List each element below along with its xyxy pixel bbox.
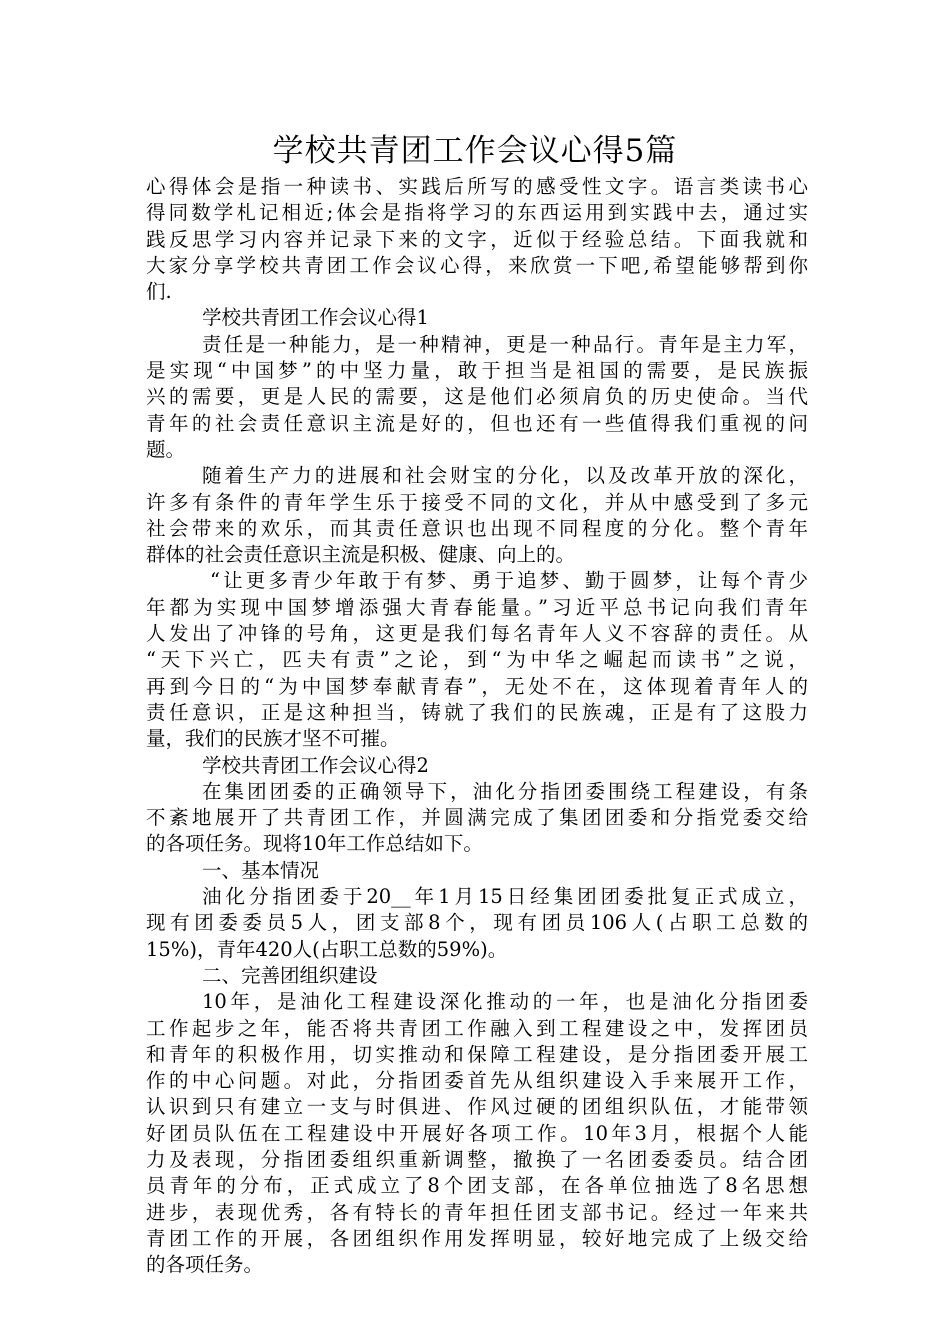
text-line: 现有团委委员5人，团支部8个，现有团员106人(占职工总数的 — [146, 911, 808, 935]
text-line: “让更多青少年敢于有梦、勇于追梦、勤于圆梦，让每个青少 — [210, 569, 808, 593]
text-line: 再到今日的“为中国梦奉献青春”，无处不在，这体现着青年人的 — [146, 674, 808, 698]
text-line: 心得体会是指一种读书、实践后所写的感受性文字。语言类读书心 — [146, 175, 808, 198]
text-line: 青年的社会责任意识主流是好的，但也还有一些值得我们重视的问 — [146, 411, 808, 435]
section-heading: 学校共青团工作会议心得1 — [202, 306, 429, 330]
text-line: 大家分享学校共青团工作会议心得，来欣赏一下吧,希望能够帮到你 — [146, 253, 808, 277]
text-line: 们. — [146, 280, 172, 304]
text-line: 作的中心问题。对此，分指团委首先从组织建设入手来展开工作， — [146, 1069, 808, 1093]
text-line: 年都为实现中国梦增添强大青春能量。”习近平总书记向我们青年 — [146, 595, 808, 619]
text-line: 青团工作的开展，各团组织作用发挥明显，较好地完成了上级交给 — [146, 1226, 808, 1250]
text-line: 群体的社会责任意识主流是积极、健康、向上的。 — [146, 543, 576, 567]
text-line: 随着生产力的进展和社会财宝的分化，以及改革开放的深化， — [202, 464, 808, 488]
text-line: 得同数学札记相近;体会是指将学习的东西运用到实践中去，通过实 — [146, 201, 808, 225]
text-line: 许多有条件的青年学生乐于接受不同的文化，并从中感受到了多元 — [146, 490, 808, 514]
text-line: 不紊地展开了共青团工作，并圆满完成了集团团委和分指党委交给 — [146, 806, 808, 830]
text-line: 责任是一种能力，是一种精神，更是一种品行。青年是主力军， — [202, 332, 808, 356]
text-line: 在集团团委的正确领导下，油化分指团委围绕工程建设，有条 — [202, 779, 808, 803]
text-line: 和青年的积极作用，切实推动和保障工程建设，是分指团委开展工 — [146, 1042, 808, 1066]
text-line: 好团员队伍在工程建设中开展好各项工作。10年3月，根据个人能 — [146, 1121, 808, 1145]
text-line: 油化分指团委于20__年1月15日经集团团委批复正式成立， — [202, 885, 808, 909]
text-line: 的各项任务。 — [146, 1253, 264, 1277]
section-heading: 二、完善团组织建设 — [202, 963, 378, 987]
text-line: 进步，表现优秀，各有特长的青年担任团支部书记。经过一年来共 — [146, 1200, 808, 1224]
document-title: 学校共青团工作会议心得5篇 — [272, 133, 678, 169]
text-line: “天下兴亡，匹夫有责”之论，到“为中华之崛起而读书”之说， — [146, 648, 808, 672]
text-line: 践反思学习内容并记录下来的文字，近似于经验总结。下面我就和 — [146, 227, 808, 251]
text-line: 力及表现，分指团委组织重新调整，撤换了一名团委委员。结合团 — [146, 1147, 808, 1171]
section-heading: 一、基本情况 — [202, 858, 320, 882]
text-line: 15%)，青年420人(占职工总数的59%)。 — [146, 937, 508, 961]
text-line: 兴的需要，更是人民的需要，这是他们必须肩负的历史使命。当代 — [146, 385, 808, 409]
text-line: 工作起步之年，能否将共青团工作融入到工程建设之中，发挥团员 — [146, 1016, 808, 1040]
text-line: 是实现“中国梦”的中坚力量，敢于担当是祖国的需要，是民族振 — [146, 359, 808, 383]
text-line: 题。 — [146, 437, 186, 461]
text-line: 的各项任务。现将10年工作总结如下。 — [146, 832, 483, 856]
text-line: 认识到只有建立一支与时俱进、作风过硬的团组织队伍，才能带领 — [146, 1095, 808, 1119]
document-body — [146, 174, 808, 1278]
text-line: 责任意识，正是这种担当，铸就了我们的民族魂，正是有了这股力 — [146, 700, 808, 724]
text-line: 人发出了冲锋的号角，这更是我们每名青年人义不容辞的责任。从 — [146, 622, 808, 646]
text-line: 员青年的分布，正式成立了8个团支部，在各单位抽选了8名思想 — [146, 1174, 808, 1198]
text-line: 量，我们的民族才坚不可摧。 — [146, 727, 400, 751]
section-heading: 学校共青团工作会议心得2 — [202, 753, 429, 777]
text-line: 10年，是油化工程建设深化推动的一年，也是油化分指团委 — [202, 990, 808, 1014]
text-line: 社会带来的欢乐，而其责任意识也出现不同程度的分化。整个青年 — [146, 516, 808, 540]
